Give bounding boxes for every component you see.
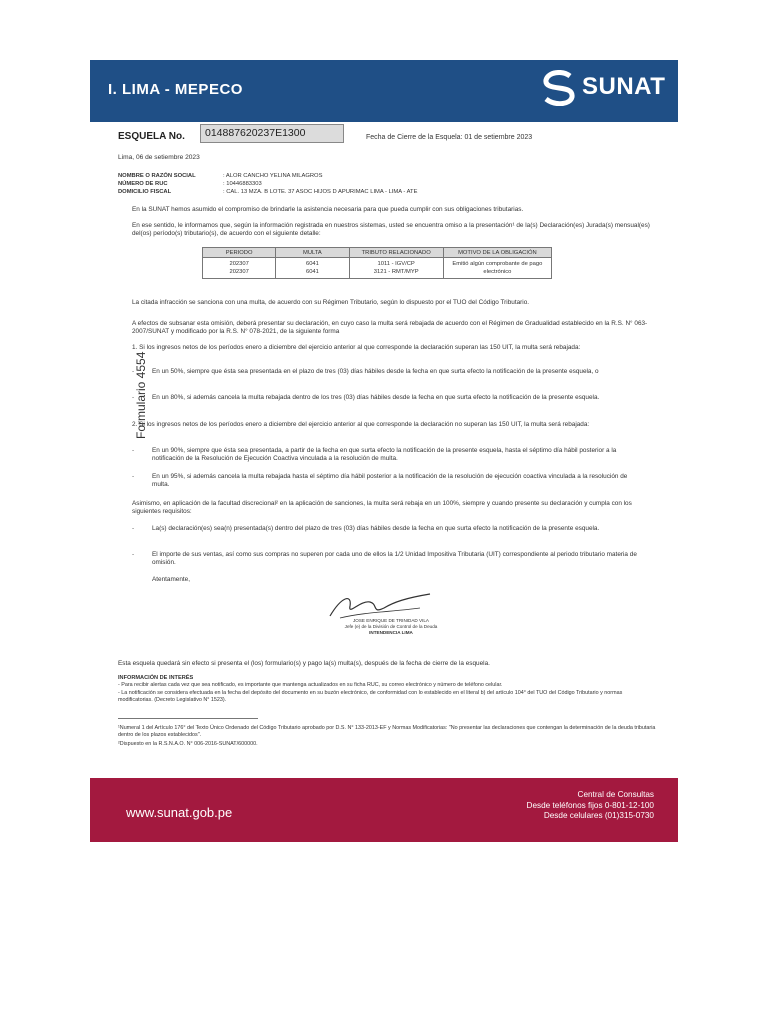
table-header: PERIODO	[203, 248, 276, 258]
field-label: DOMICILIO FISCAL	[118, 189, 172, 195]
periodos-table	[202, 247, 552, 279]
esquela-label: ESQUELA No.	[118, 131, 185, 142]
bullet-dash: -	[132, 394, 135, 401]
paragraph: 2. Si los ingresos netos de los períodos enero a diciembre del ejercicio anterior al que corresponde la declaración no superan las 150 UIT, la multa será rebajada:	[132, 421, 590, 428]
domicilio-row	[118, 189, 417, 195]
form-number: Formulario 4554	[134, 351, 148, 439]
paragraph: 1. Si los ingresos netos de los períodos enero a diciembre del ejercicio anterior al que corresponde la declaración superan las 150 UIT, la multa será rebajada:	[132, 344, 581, 351]
info-title: INFORMACIÓN DE INTERÉS	[118, 675, 194, 681]
header-title: I. LIMA - MEPECO	[108, 81, 243, 98]
bullet-dash: -	[132, 525, 135, 532]
signatory-name: JOSE ENRIQUE DE TRINIDAD VILA	[353, 618, 429, 623]
field-value: : 10446883303	[223, 181, 262, 187]
fecha-cierre: Fecha de Cierre de la Esquela: 01 de setiembre 2023	[366, 134, 533, 141]
footnote: ¹Numeral 1 del Artículo 176° del Texto Único Ordenado del Código Tributario aprobado por D.S. N° 133-2013-EF y Normas Modificatorias: "No presentar las declaraciones que contengan la determinación de la deuda tributaria dentro de los plazos establecidos".	[118, 725, 656, 738]
table-row	[203, 258, 552, 279]
signatory-role: Jefe (e) de la División de Control de la Deuda	[344, 624, 438, 629]
document-page	[90, 60, 678, 842]
cell-line: 6041	[305, 261, 319, 267]
razon-social-row	[118, 173, 322, 179]
table-cell	[203, 258, 276, 279]
form-side-label	[134, 292, 148, 442]
table-header: TRIBUTO RELACIONADO	[349, 248, 443, 258]
bullet-dash: -	[132, 551, 135, 558]
bullet-item: El importe de sus ventas, así como sus compras no superen por cada uno de ellos la 1/2 Unidad Impositiva Tributaria (UIT) correspondiente al periodo tributario materia de omisión.	[152, 551, 637, 567]
bullet-item: En un 90%, siempre que ésta sea presentada, a partir de la fecha en que surta efecto la notificación de la presente esquela, hasta el séptimo día hábil posterior a la notificación de la Resolución de Ejecución Coactiva vinculada a la resolución de multa.	[152, 447, 617, 463]
logo-text: SUNAT	[582, 73, 666, 100]
document-header	[90, 60, 678, 122]
bullet-item: En un 95%, si además cancela la multa rebajada hasta el séptimo día hábil posterior a la notificación de la resolución de ejecución coactiva vinculada a la resolución de multa.	[152, 473, 628, 489]
paragraph: Asimismo, en aplicación de la facultad discrecional² en la aplicación de sanciones, la multa será rebaja en un 100%, siempre y cuando presente su declaración y cumpla con los siguientes requisitos:	[132, 500, 632, 516]
field-label: NOMBRE O RAZÓN SOCIAL	[118, 173, 196, 179]
table-cell	[349, 258, 443, 279]
bullet-item: En un 50%, siempre que ésta sea presentada en el plazo de tres (03) días hábiles desde la fecha en que surta efecto la notificación de la presente esquela, o	[152, 368, 599, 375]
info-line: - La notificación se considera efectuada en la fecha del depósito del documento en su buzón electrónico, de conformidad con lo establecido en el literal b) del artículo 104° del TUO del Código Tributario y normas modificatorias. (Decreto Legislativo N° 1523).	[118, 690, 623, 703]
signatory-unit: INTENDENCIA LIMA	[369, 630, 413, 635]
cell-line: 1011 - IGV/CP	[377, 261, 415, 267]
paragraph: A efectos de subsanar esta omisión, deberá presentar su declaración, en cuyo caso la multa será rebajada de acuerdo con el Régimen de Gradualidad establecido en la R.S. N° 063-2007/SUNAT y modificado por la R.S. N° 078-2021, de la siguiente forma	[132, 320, 648, 336]
ruc-row	[118, 181, 262, 187]
contact-line: Desde celulares (01)315-0730	[543, 811, 654, 820]
footer-url: www.sunat.gob.pe	[126, 805, 233, 820]
contact-line: Desde teléfonos fijos 0-801-12-100	[526, 800, 654, 810]
cell-line: 6041	[305, 269, 319, 275]
closing: Atentamente,	[152, 576, 191, 583]
footer-contact	[527, 790, 654, 822]
bullet-item: La(s) declaración(es) sea(n) presentada(s) dentro del plazo de tres (03) días hábiles desde la fecha en que surta efecto la notificación de la presente esquela.	[152, 525, 600, 532]
paragraph: En ese sentido, le informamos que, según la información registrada en nuestros sistemas, usted se encuentra omiso a la presentación¹ de la(s) Declaración(es) Jurada(s) mensual(es) del(os) período(s) tributario(s), de acuerdo con el siguiente detalle:	[132, 222, 650, 238]
bullet-dash: -	[132, 473, 135, 480]
document-date: Lima, 06 de setiembre 2023	[118, 154, 200, 161]
field-label: NÚMERO DE RUC	[118, 181, 168, 187]
cell-line: 3121 - RMT/MYP	[373, 269, 419, 275]
paragraph: En la SUNAT hemos asumido el compromiso de brindarle la asistencia necesaria para que pueda cumplir con sus obligaciones tributarias.	[132, 206, 524, 213]
paragraph: Esta esquela quedará sin efecto si presenta el (los) formulario(s) y pago la(s) multa(s), después de la fecha de cierre de la esquela.	[118, 660, 490, 667]
esquela-number: 014887620237E1300	[200, 124, 344, 143]
paragraph: La citada infracción se sanciona con una multa, de acuerdo con su Régimen Tributario, según lo dispuesto por el TUO del Código Tributario.	[132, 299, 530, 306]
field-value: : ALOR CANCHO YELINA MILAGROS	[223, 173, 323, 179]
footnote: ²Dispuesto en la R.S.N.A.O. N° 006-2016-SUNAT/600000.	[118, 741, 258, 747]
bullet-item: En un 80%, si además cancela la multa rebajada dentro de los tres (03) días hábiles desde la fecha en que surta efecto la notificación de la presente esquela.	[152, 394, 600, 401]
table-cell	[276, 258, 349, 279]
cell-line: 202307	[229, 269, 249, 275]
sunat-logo-icon	[540, 70, 578, 106]
table-header: MULTA	[276, 248, 349, 258]
table-header-row	[203, 248, 552, 258]
bullet-dash: -	[132, 447, 135, 454]
document-footer	[90, 778, 678, 842]
footnote-divider	[118, 718, 258, 719]
cell-line: 202307	[229, 261, 249, 267]
bullet-dash: -	[132, 368, 135, 375]
signatory-block	[336, 618, 446, 636]
table-header: MOTIVO DE LA OBLIGACIÓN	[443, 248, 551, 258]
field-value: : CAL. 13 MZA. B LOTE. 37 ASOC HIJOS D APURIMAC LIMA - LIMA - ATE	[223, 189, 418, 195]
table-cell: Emitió algún comprobante de pago electrónico	[443, 258, 551, 279]
sunat-logo	[540, 68, 666, 108]
info-line: - Para recibir alertas cada vez que sea notificado, es importante que mantenga actualizados en su ficha RUC, su correo electrónico y número de teléfono celular.	[118, 682, 503, 688]
contact-title: Central de Consultas	[577, 790, 654, 799]
